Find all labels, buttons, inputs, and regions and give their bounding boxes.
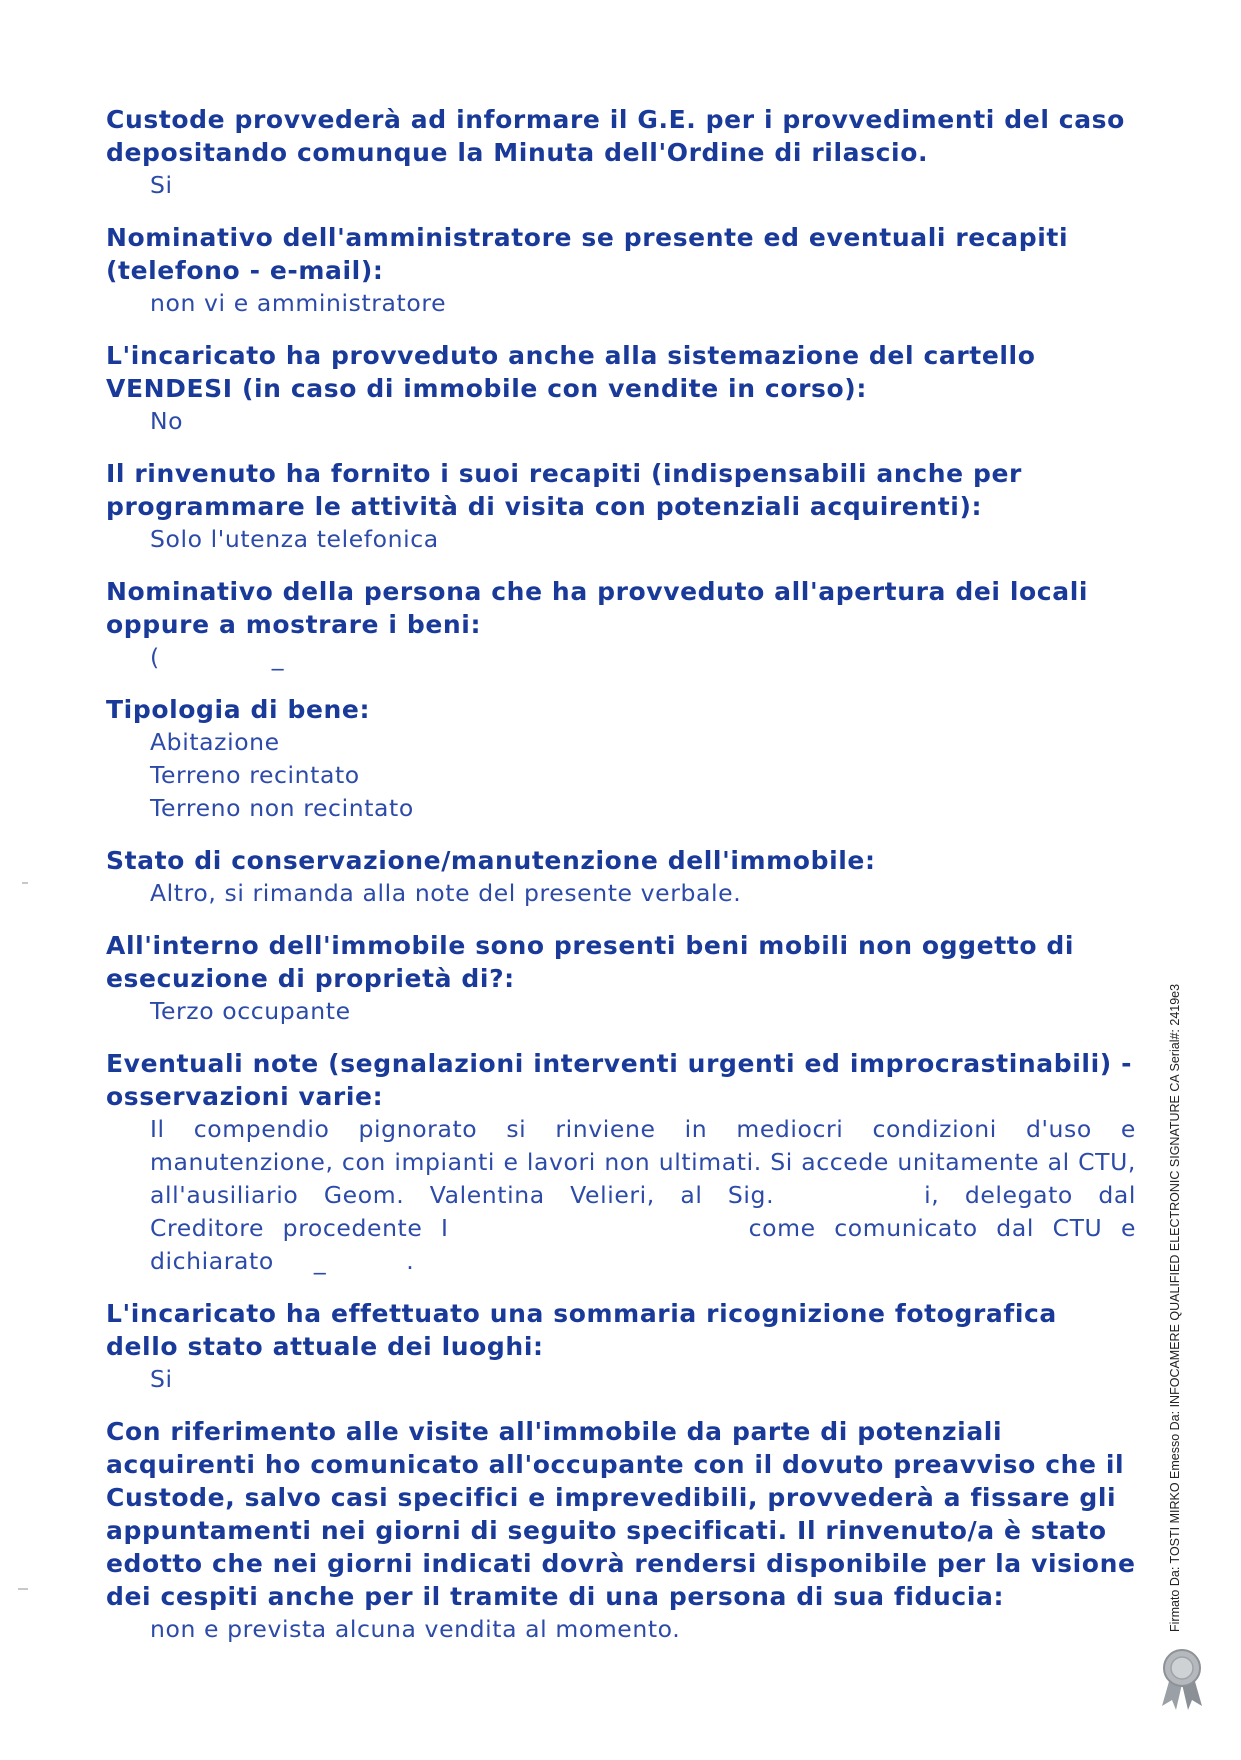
question: Il rinvenuto ha fornito i suoi recapiti (indispensabili anche per programmare le attività di visita con potenziali acquirenti):: [106, 459, 1022, 521]
question: Custode provvederà ad informare il G.E. per i provvedimenti del caso depositando comunque la Minuta dell'Ordine di rilascio.: [106, 105, 1125, 167]
notes-fragment: i, delegato dal Creditore procedente I: [150, 1181, 1136, 1242]
section-recapiti: [106, 457, 1136, 556]
report-body: [106, 103, 1136, 1665]
question: Nominativo dell'amministratore se presente ed eventuali recapiti (telefono - e-mail):: [106, 223, 1069, 285]
question: Tipologia di bene:: [106, 695, 371, 724]
answer: Terreno recintato: [150, 761, 360, 789]
answer: Si: [150, 1365, 173, 1393]
section-note: [106, 1047, 1136, 1278]
section-visite: [106, 1415, 1136, 1646]
section-stato-conservazione: [106, 844, 1136, 910]
answer: No: [150, 407, 184, 435]
scan-speck: [22, 882, 28, 884]
scan-speck: [18, 1588, 28, 1590]
question: Stato di conservazione/manutenzione dell'immobile:: [106, 846, 876, 875]
notes-fragment: come comunicato dal CTU e dichiarato: [150, 1214, 1137, 1275]
notes-fragment: Il compendio pignorato si rinviene in mediocri condizioni d'uso e manutenzione, con impianti e lavori non ultimati. Si accede unitamente al CTU, all'ausiliario Geom. Valentina Velieri, al Sig.: [150, 1115, 1136, 1209]
section-tipologia-bene: [106, 693, 1136, 825]
notes-fragment: .: [406, 1247, 415, 1275]
section-ricognizione-fotografica: [106, 1297, 1136, 1396]
notes-text: [106, 1113, 1136, 1278]
section-beni-mobili: [106, 929, 1136, 1028]
answer: Solo l'utenza telefonica: [150, 525, 439, 553]
answer-redacted: [106, 641, 1136, 674]
answer: Terreno non recintato: [150, 794, 414, 822]
answer-fragment: (: [150, 643, 160, 671]
section-apertura-locali: [106, 575, 1136, 674]
section-custode: [106, 103, 1136, 202]
award-ribbon-icon: [1156, 1648, 1208, 1710]
question: L'incaricato ha provveduto anche alla sistemazione del cartello VENDESI (in caso di immobile con vendite in corso):: [106, 341, 1036, 403]
question: Con riferimento alle visite all'immobile da parte di potenziali acquirenti ho comunicato all'occupante con il dovuto preavviso che il Custode, salvo casi specifici e imprevedibili, provvederà a fissare gli appuntamenti nei giorni di seguito specificati. Il rinvenuto/a è stato edotto che nei giorni indicati dovrà rendersi disponibile per la visione dei cespiti anche per il tramite di una persona di sua fiducia:: [106, 1417, 1136, 1611]
answer: Terzo occupante: [150, 997, 351, 1025]
answer: Abitazione: [150, 728, 280, 756]
answer: non vi e amministratore: [150, 289, 447, 317]
answer-fragment: _: [271, 643, 285, 671]
question: L'incaricato ha effettuato una sommaria ricognizione fotografica dello stato attuale dei luoghi:: [106, 1299, 1057, 1361]
section-cartello-vendesi: [106, 339, 1136, 438]
notes-fragment: _: [313, 1247, 327, 1275]
section-amministratore: [106, 221, 1136, 320]
digital-signature-note: Firmato Da: TOSTI MIRKO Emesso Da: INFOCAMERE QUALIFIED ELECTRONIC SIGNATURE CA Serial#: 2419e3: [1168, 983, 1182, 1632]
answer: non e prevista alcuna vendita al momento.: [150, 1615, 681, 1643]
answer: Altro, si rimanda alla note del presente verbale.: [150, 879, 742, 907]
question: Nominativo della persona che ha provveduto all'apertura dei locali oppure a mostrare i beni:: [106, 577, 1089, 639]
question: All'interno dell'immobile sono presenti beni mobili non oggetto di esecuzione di proprietà di?:: [106, 931, 1075, 993]
question: Eventuali note (segnalazioni interventi urgenti ed improcrastinabili) - osservazioni varie:: [106, 1049, 1133, 1111]
answer: Si: [150, 171, 173, 199]
